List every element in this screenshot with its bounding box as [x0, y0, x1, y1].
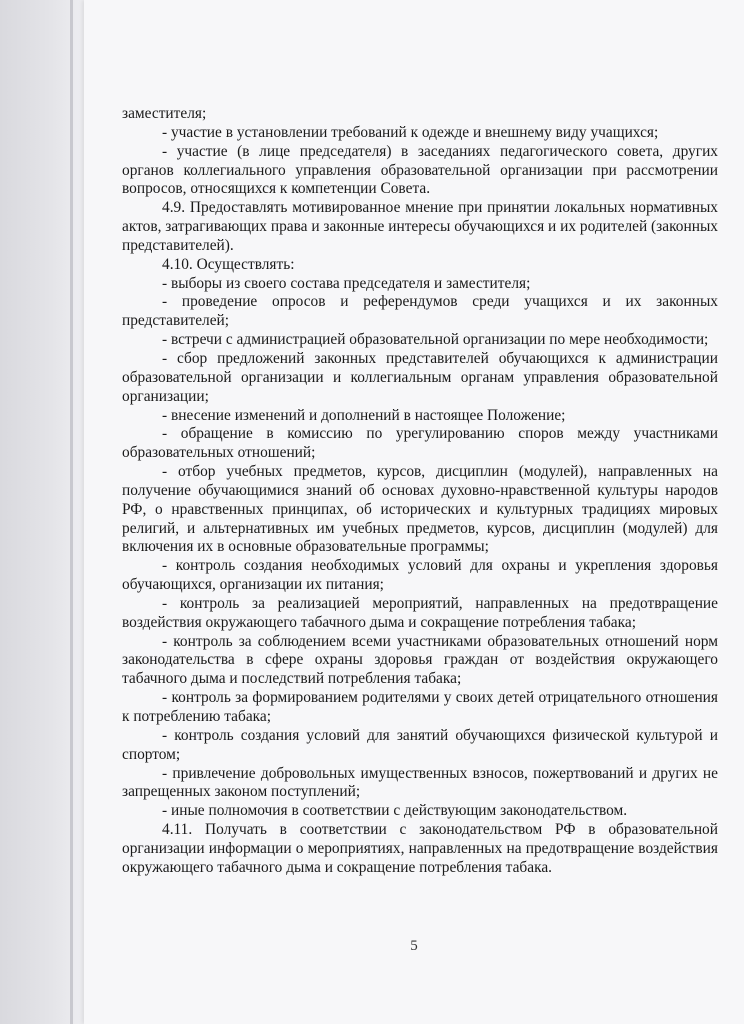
paragraph: - внесение изменений и дополнений в настоящее Положение;: [162, 406, 566, 424]
paragraph: - контроль за реализацией мероприятий, направленных на предотвращение воздействия окружающего табачного дыма и сокращение потребления табака;: [122, 594, 718, 631]
paragraph: - встречи с администрацией образовательной организации по мере необходимости;: [162, 331, 709, 349]
paragraph: - выборы из своего состава председателя и заместителя;: [162, 274, 531, 292]
paragraph: заместителя;: [122, 105, 207, 122]
paragraph: - привлечение добровольных имущественных взносов, пожертвований и других не запрещенных законом поступлений;: [122, 764, 718, 801]
paragraph: - отбор учебных предметов, курсов, дисциплин (модулей), направленных на получение обучающимися знаний об основах духовно-нравственной культуры народов РФ, о нравственных принципах, об исторических и культурных традициях мировых религий, и альтернативных им учебных предметов, курсов, дисциплин (модулей) для включения их в основные образовательные программы;: [122, 463, 718, 556]
paragraph: - участие (в лице председателя) в заседаниях педагогического совета, других органов коллегиального управления образовательной организации при рассмотрении вопросов, относящихся к компетенции Совета.: [122, 142, 718, 198]
page-fold: [70, 0, 73, 1024]
paragraph: - контроль за формированием родителями у своих детей отрицательного отношения к потреблению табака;: [122, 689, 718, 725]
scanner-margin: [0, 0, 86, 1024]
paragraph: - участие в установлении требований к одежде и внешнему виду учащихся;: [162, 123, 659, 141]
paragraph: - контроль создания необходимых условий для охраны и укрепления здоровья обучающихся, организации их питания;: [122, 557, 718, 594]
paragraph: 4.9. Предоставлять мотивированное мнение при принятии локальных нормативных актов, затрагивающих права и законные интересы обучающихся и их родителей (законных представителей).: [122, 199, 718, 254]
paragraph: 4.10. Осуществлять:: [162, 255, 295, 273]
paragraph: - иные полномочия в соответствии с действующим законодательством.: [162, 802, 628, 820]
paragraph: - контроль за соблюдением всеми участниками образовательных отношений норм законодательства в сфере охраны здоровья граждан от воздействия окружающего табачного дыма и последствий потребления табака;: [122, 632, 718, 688]
document-body: [122, 105, 718, 878]
page-number: 5: [410, 938, 418, 954]
paragraph: - контроль создания условий для занятий обучающихся физической культурой и спортом;: [122, 726, 718, 763]
paragraph: 4.11. Получать в соответствии с законодательством РФ в образовательной организации информации о мероприятиях, направленных на предотвращение воздействия окружающего табачного дыма и сокращение потребления табака.: [122, 821, 718, 876]
document-page: [84, 0, 744, 1024]
paragraph: - обращение в комиссию по урегулированию споров между участниками образовательных отношений;: [122, 425, 718, 462]
paragraph: - сбор предложений законных представителей обучающихся к администрации образовательной организации и коллегиальным органам управления образовательной организации;: [122, 349, 718, 405]
paragraph: - проведение опросов и референдумов среди учащихся и их законных представителей;: [122, 293, 718, 330]
